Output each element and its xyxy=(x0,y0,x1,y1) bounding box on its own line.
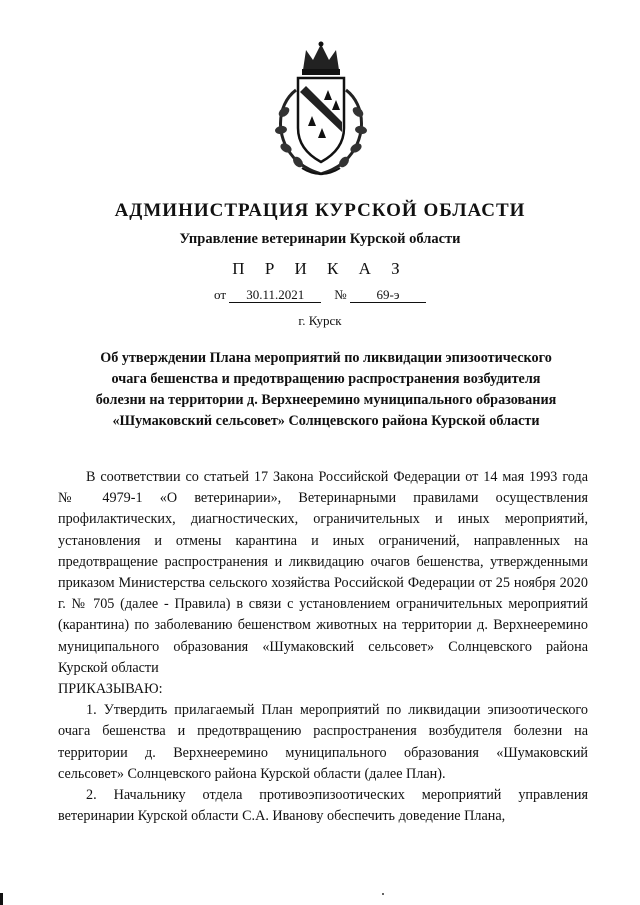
city-line: г. Курск xyxy=(298,313,342,328)
order-subject: Об утверждении Плана мероприятий по ликвидации эпизоотического очага бешенства и предотвращению распространения возбудителя болезни на территории д. Верхнееремино муниципального образования «Шумаковский сельсовет» Солнцевского района Курской области xyxy=(95,350,557,429)
item-paragraph-2: 2. Начальнику отдела противоэпизоотических мероприятий управления ветеринарии Курской области С.А. Иванову обеспечить доведение Плана, xyxy=(58,787,588,825)
organization-title: АДМИНИСТРАЦИЯ КУРСКОЙ ОБЛАСТИ xyxy=(114,200,526,221)
department-title: Управление ветеринарии Курской области xyxy=(179,231,461,247)
order-body xyxy=(58,467,588,827)
item-paragraph-1: 1. Утвердить прилагаемый План мероприятий по ликвидации эпизоотического очага бешенства и предотвращению распространения возбудителя болезни на территории д. Верхнееремино муниципального образования «Шумаковский сельсовет» Солнцевского района Курской области (далее План). xyxy=(58,702,588,782)
number-sign: № xyxy=(334,287,347,302)
order-date: 30.11.2021 xyxy=(229,288,321,303)
scan-speck xyxy=(382,893,384,895)
command-word: ПРИКАЗЫВАЮ: xyxy=(58,681,163,698)
coat-of-arms-icon xyxy=(268,40,374,180)
document-type: П Р И К А З xyxy=(232,259,408,278)
date-prefix: от xyxy=(214,287,227,302)
scan-edge-mark xyxy=(0,893,3,905)
order-number: 69-э xyxy=(350,288,426,303)
date-number-line xyxy=(0,287,640,303)
preamble-paragraph: В соответствии со статьей 17 Закона Российской Федерации от 14 мая 1993 года № 4979-1 «О ветеринарии», Ветеринарными правилами осуществления профилактических, диагностических, ограничительных и иных мероприятий, установления и отмены карантина и иных ограничений, направленных на предотвращение распространения и ликвидацию очагов бешенства, утвержденными приказом Министерства сельского хозяйства Российской Федерации от 25 ноября 2020 г. № 705 (далее - Правила) в связи с установлением ограничительных мероприятий (карантина) по заболеванию бешенством животных на территории д. Верхнееремино муниципального образования «Шумаковский сельсовет» Солнцевского района Курской области xyxy=(58,469,588,676)
